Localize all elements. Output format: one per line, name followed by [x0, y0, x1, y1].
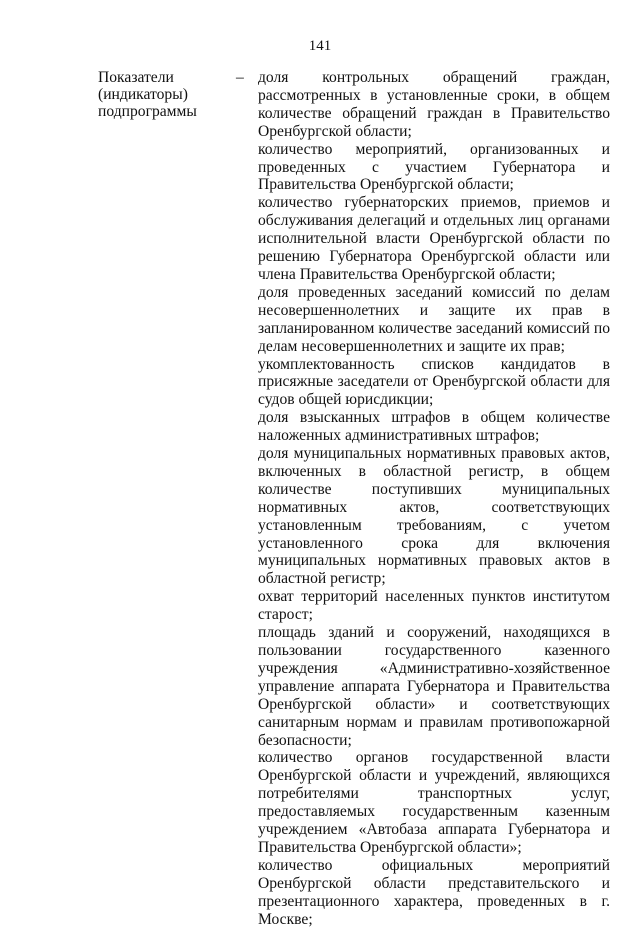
list-item: количество официальных мероприятий Оренбургской области представительского и презентационного характера, проведенных в г. Москве;	[258, 856, 610, 928]
list-dash: –	[236, 69, 244, 86]
list-item: укомплектованность списков кандидатов в присяжные заседатели от Оренбургской области для судов общей юрисдикции;	[258, 355, 610, 409]
list-item: количество губернаторских приемов, приемов и обслуживания делегаций и отдельных лиц органами исполнительной власти Оренбургской области по решению Губернатора Оренбургской области или члена Правительства Оренбургской области;	[258, 194, 610, 283]
indicators-list	[258, 69, 610, 929]
page-number: 141	[308, 38, 332, 54]
list-item: площадь зданий и сооружений, находящихся в пользовании государственного казенного учреждения «Административно-хозяйственное управление аппарата Губернатора и Правительства Оренбургской области» и соответствующих санитарным нормам и правилам противопожарной безопасности;	[258, 624, 610, 749]
label-line: Показатели	[98, 69, 174, 86]
list-item: количество органов государственной власти Оренбургской области и учреждений, являющихся потребителями транспортных услуг, предоставляемых государственным казенным учреждением «Автобаза аппарата Губернатора и Правительства Оренбургской области»;	[258, 749, 610, 856]
label-line: подпрограммы	[98, 103, 197, 120]
list-item: доля проведенных заседаний комиссий по делам несовершеннолетних и защите их прав в запланированном количестве заседаний комиссий по делам несовершеннолетних и защите их прав;	[258, 283, 610, 355]
list-item: доля взысканных штрафов в общем количестве наложенных административных штрафов;	[258, 409, 610, 445]
list-item: охват территорий населенных пунктов институтом старост;	[258, 588, 610, 624]
list-item: количество мероприятий, организованных и проведенных с участием Губернатора и Правительства Оренбургской области;	[258, 140, 610, 194]
label-line: (индикаторы)	[98, 86, 188, 103]
section-label	[98, 69, 238, 120]
list-item: доля контрольных обращений граждан, рассмотренных в установленные сроки, в общем количестве обращений граждан в Правительство Оренбургской области;	[258, 69, 610, 140]
list-item: доля муниципальных нормативных правовых актов, включенных в областной регистр, в общем количестве поступивших муниципальных нормативных актов, соответствующих установленным требованиям, с учетом установленного срока для включения муниципальных нормативных правовых актов в областной регистр;	[258, 445, 610, 588]
